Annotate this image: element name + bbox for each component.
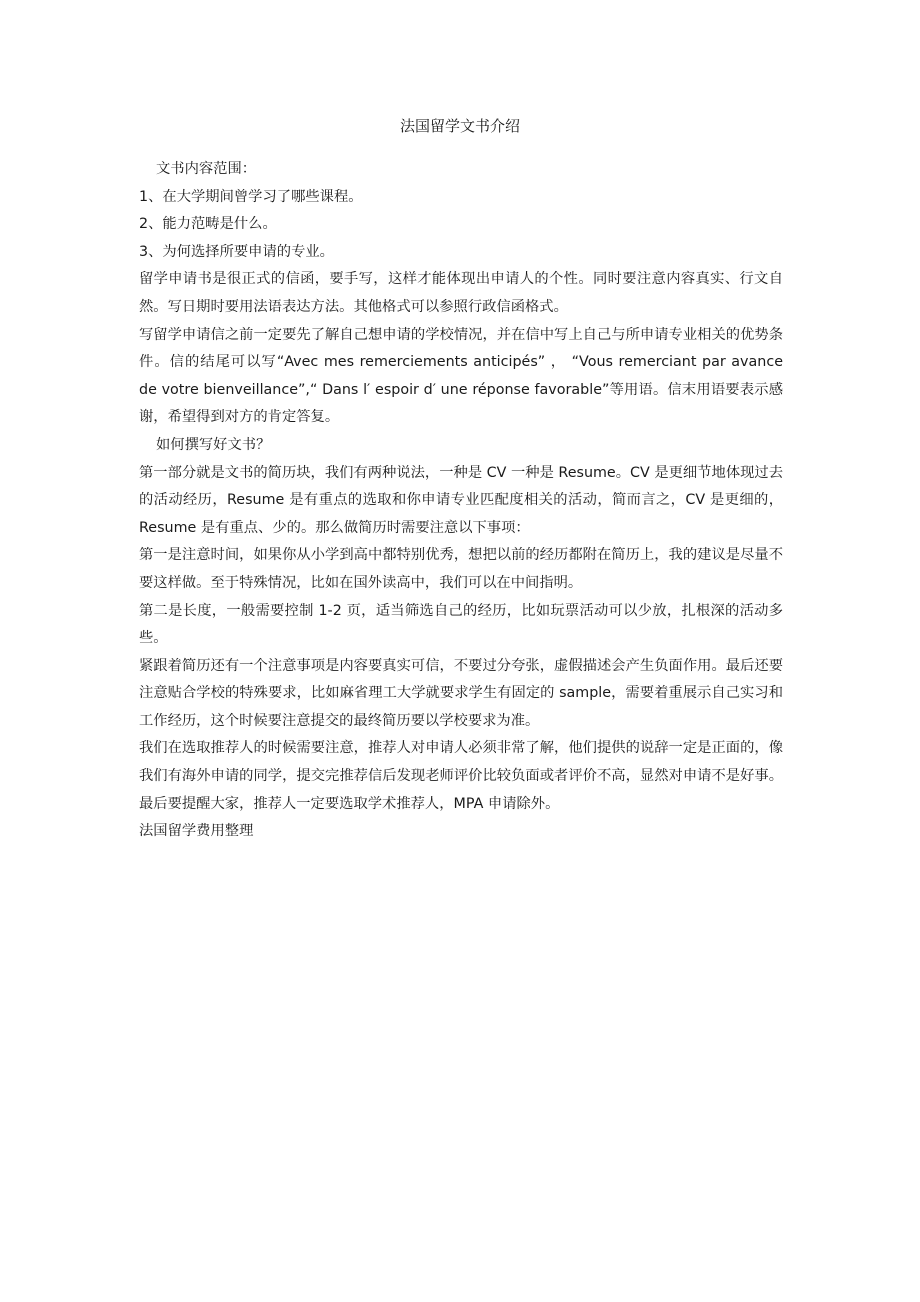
section-heading: 如何撰写好文书？: [156, 436, 271, 453]
paragraph: 我们在选取推荐人的时候需要注意，推荐人对申请人必须非常了解，他们提供的说辞一定是正面的，像我们有海外申请的同学，提交完推荐信后发现老师评价比较负面或者评价不高，显然对申请不是好事。最后要提醒大家，推荐人一定要选取学术推荐人，MPA 申请除外。: [139, 740, 783, 812]
list-item: 3、为何选择所要申请的专业。: [139, 243, 334, 260]
document-body: [139, 156, 783, 846]
document-title: 法国留学文书介绍: [399, 117, 520, 135]
paragraph: 第二是长度，一般需要控制 1-2 页，适当筛选自己的经历，比如玩票活动可以少放，扎根深的活动多些。: [139, 602, 783, 647]
list-item: 2、能力范畴是什么。: [139, 216, 277, 233]
paragraph: 紧跟着简历还有一个注意事项是内容要真实可信，不要过分夸张，虚假描述会产生负面作用。最后还要注意贴合学校的特殊要求，比如麻省理工大学就要求学生有固定的 sample，需要着重展示自己实习和工作经历，这个时候要注意提交的最终简历要以学校要求为准。: [139, 657, 783, 729]
closing-heading: 法国留学费用整理: [139, 823, 254, 840]
list-item: 1、在大学期间曾学习了哪些课程。: [139, 188, 363, 205]
paragraph: 留学申请书是很正式的信函，要手写，这样才能体现出申请人的个性。同时要注意内容真实、行文自然。写日期时要用法语表达方法。其他格式可以参照行政信函格式。: [139, 271, 783, 315]
paragraph-scope-heading: 文书内容范围：: [156, 161, 257, 177]
paragraph: 写留学申请信之前一定要先了解自己想申请的学校情况，并在信中写上自己与所申请专业相关的优势条件。信的结尾可以写“Avec mes remerciements anticipés” ， “Vous remerciant par avance de votre bienveillance”,“ Dans l′ espoir d′ une réponse favorable”等用语。信末用语要表示感谢，希望得到对方的肯定答复。: [139, 326, 783, 426]
paragraph: 第一是注意时间，如果你从小学到高中都特别优秀，想把以前的经历都附在简历上，我的建议是尽量不要这样做。至于特殊情况，比如在国外读高中，我们可以在中间指明。: [139, 547, 783, 591]
paragraph: 第一部分就是文书的简历块，我们有两种说法，一种是 CV 一种是 Resume。CV 是更细节地体现过去的活动经历，Resume 是有重点的选取和你申请专业匹配度相关的活动，简而言之，CV 是更细的，Resume 是有重点、少的。那么做简历时需要注意以下事项：: [139, 464, 784, 536]
